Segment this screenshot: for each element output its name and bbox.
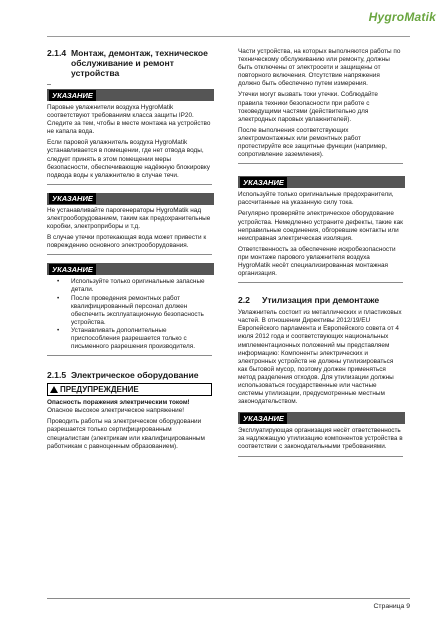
hygromatik-logo: [369, 8, 436, 26]
header-rule: [47, 36, 410, 37]
hint-banner: [47, 89, 214, 101]
section-heading-2-2: [238, 295, 403, 305]
footer-rule: [47, 598, 410, 599]
divider: [238, 456, 403, 457]
hint-label: УКАЗАНИЕ: [240, 177, 287, 188]
paragraph: Если паровой увлажнитель воздуха HygroMatik устанавливается в помещении, где нет отвода воды, следует принять в этом помещении меры безопасности, обеспечивающие надёжную блокировку подвода воды к увлажнителю в случае течи.: [47, 139, 210, 179]
paragraph: Увлажнитель состоит из металлических и пластиковых частей. В отношении Директивы 2012/19/EU Европейского парламента и Европейского совета от 4 июля 2012 года и соответствующих национальных имплементационных положений мы представляем информацию: Компоненты электрических и электронных устройств не должны утилизироваться как бытовой мусор, поэтому должен применяться метод разделения отходов. Для утилизации должны использоваться государственные или частные системы утилизации, предусмотренные местным законодательством.: [238, 309, 402, 406]
list-item: • Используйте только оригинальные запасные детали.: [57, 278, 212, 294]
list-item: • После проведения ремонтных работ квалифицированный персонал должен обеспечить эксплуатационную безопасность устройства.: [57, 295, 212, 327]
left-column: [47, 48, 212, 451]
section-heading-2-1-4: [47, 48, 212, 78]
paragraph: Регулярно проверяйте электрическое оборудование устройства. Немедленно устраните дефекты, такие как неправильные соединения, обгоревшие контакты или неисправная электрическая изоляция.: [238, 210, 403, 242]
danger-text: Опасность поражения электрическим током!: [47, 399, 190, 407]
section-number: 2.1.5: [47, 370, 67, 381]
section-title: Электрическое оборудование: [71, 370, 199, 381]
section-title: Утилизация при демонтаже: [262, 295, 380, 306]
paragraph: Утечки могут вызвать токи утечки. Соблюдайте правила техники безопасности при работе с токоведущими частями (действительно для электродных паровых увлажнителей).: [238, 91, 378, 123]
warning-label: ПРЕДУПРЕЖДЕНИЕ: [60, 384, 139, 394]
paragraph: Ответственность за обеспечение искробезопасности при монтаже парового увлажнителя воздуха HygroMatik несёт специализированная монтажная организация.: [238, 245, 396, 278]
paragraph: Проводить работы на электрическом оборудовании разрешается только сертифицированным специалистам (электрикам или квалифицированным работникам с равноценным образованием).: [47, 418, 205, 450]
section-title: Монтаж, демонтаж, техническое обслуживание и ремонт устройства: [71, 48, 208, 78]
paragraph: Эксплуатирующая организация несёт ответственность за надлежащую утилизацию компонентов устройства в соответствии с законодательными требованиями.: [238, 427, 403, 451]
danger-text: Опасное высокое электрическое напряжение!: [47, 407, 185, 415]
logo-text: HygroMatik: [368, 10, 436, 24]
hint-banner: [47, 193, 214, 205]
bullet-list: [47, 278, 212, 351]
hint-label: УКАЗАНИЕ: [49, 264, 96, 275]
warning-banner: [47, 383, 212, 396]
hint-label: УКАЗАНИЕ: [49, 193, 96, 204]
paragraph: Части устройства, на которых выполняются работы по техническому обслуживанию или ремонту, должны быть отключены от электросети и защищены от повторного включения. Отсутствие напряжения должно быть обеспечено путем измерения.: [238, 48, 401, 88]
hint-banner: [47, 263, 214, 275]
hint-banner: [238, 176, 405, 188]
hint-banner: [238, 412, 405, 424]
section-number: 2.1.4: [47, 48, 67, 58]
page-number: Страница 9: [373, 603, 410, 610]
paragraph: Паровые увлажнители воздуха HygroMatik соответствуют требованиям класса защиты IP20. Следите за тем, чтобы в месте монтажа на устройство не капала вода.: [47, 104, 211, 136]
section-heading-2-1-5: [47, 370, 212, 380]
right-column: [238, 48, 403, 457]
list-item: • Устанавливать дополнительные приспособления разрешается только с письменного разрешения производителя.: [57, 327, 212, 351]
hint-label: УКАЗАНИЕ: [49, 90, 96, 101]
hint-label: УКАЗАНИЕ: [240, 413, 287, 424]
paragraph: После выполнения соответствующих электромонтажных или ремонтных работ протестируйте все защитные функции (например, сопротивление заземления).: [238, 126, 387, 159]
paragraph: Используйте только оригинальные предохранители, рассчитанные на указанную силу тока.: [238, 191, 394, 207]
warning-triangle-icon: [50, 386, 58, 393]
paragraph: Не устанавливайте парогенераторы HygroMatik над электрооборудованием, таким как предохранительные коробки, электроприборы и т.д.: [47, 206, 211, 231]
section-number: 2.2: [238, 295, 250, 306]
divider: [47, 84, 51, 85]
paragraph: В случае утечки протекающая вода может привести к повреждению основного электрооборудования.: [47, 234, 207, 250]
